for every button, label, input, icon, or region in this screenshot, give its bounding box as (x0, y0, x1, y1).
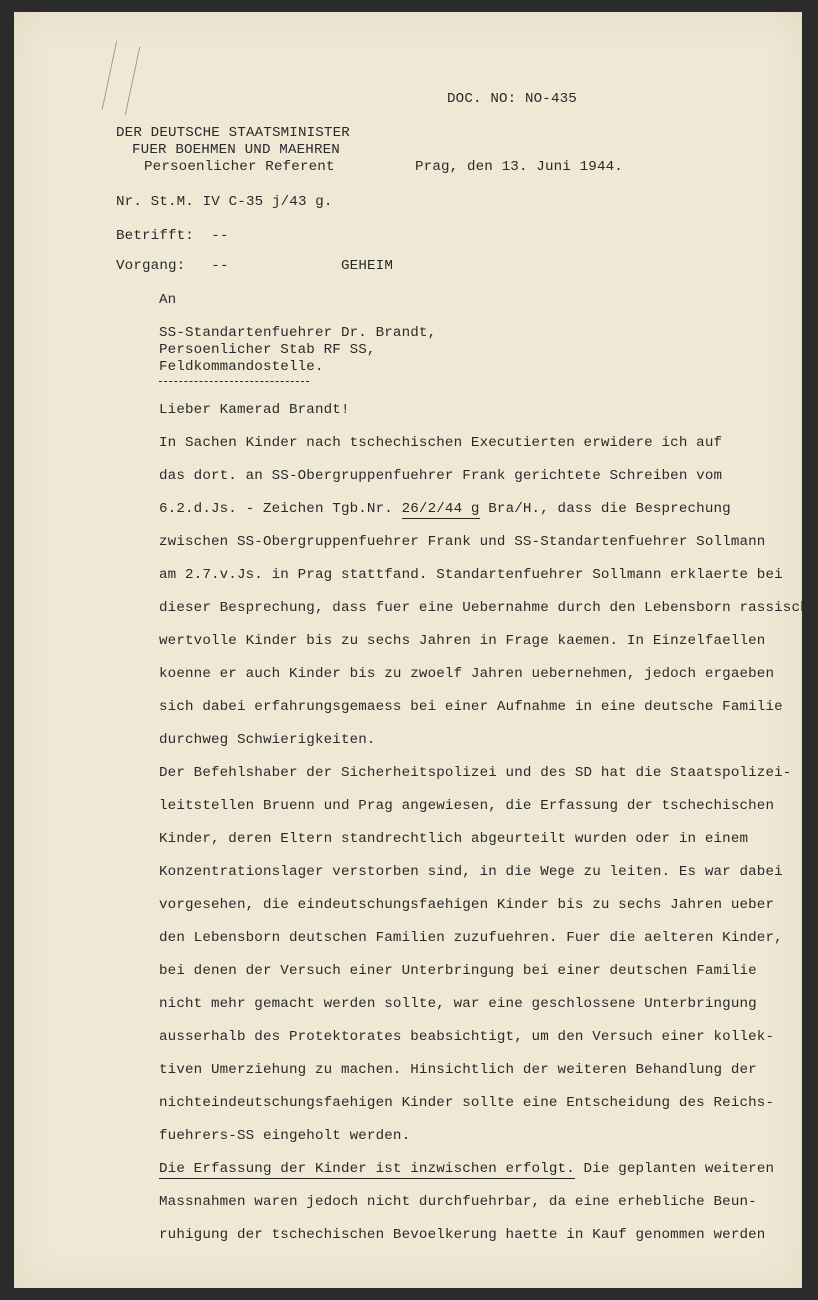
body-line: wertvolle Kinder bis zu sechs Jahren in Frage kaemen. In Einzelfaellen (159, 633, 766, 649)
body-line: koenne er auch Kinder bis zu zwoelf Jahren uebernehmen, jedoch ergaeben (159, 666, 775, 682)
addressee-label: An (159, 292, 177, 308)
reference-line: Vorgang: -- (116, 258, 229, 274)
sender-line-2: FUER BOEHMEN UND MAEHREN (132, 142, 340, 158)
body-line: durchweg Schwierigkeiten. (159, 732, 376, 748)
body-line: das dort. an SS-Obergruppenfuehrer Frank gerichtete Schreiben vom (159, 468, 723, 484)
body-line: fuehrers-SS eingeholt werden. (159, 1128, 411, 1144)
body-line: ruhigung der tschechischen Bevoelkerung haette in Kauf genommen werden (159, 1227, 766, 1243)
address-separator (159, 381, 309, 382)
body-line: Kinder, deren Eltern standrechtlich abgeurteilt wurden oder in einem (159, 831, 749, 847)
body-line: nichteindeutschungsfaehigen Kinder sollte eine Entscheidung des Reichs- (159, 1095, 775, 1111)
body-line: leitstellen Bruenn und Prag angewiesen, die Erfassung der tschechischen (159, 798, 775, 814)
body-line: Die Erfassung der Kinder ist inzwischen erfolgt. Die geplanten weiteren (159, 1161, 775, 1177)
document-page (14, 12, 809, 1288)
body-line: Der Befehlshaber der Sicherheitspolizei und des SD hat die Staatspolizei- (159, 765, 792, 781)
body-line: dieser Besprechung, dass fuer eine Uebernahme durch den Lebensborn rassisch (159, 600, 809, 616)
underlined-statement: Die Erfassung der Kinder ist inzwischen erfolgt. (159, 1161, 575, 1177)
sender-line-3: Persoenlicher Referent (144, 159, 335, 175)
body-line: bei denen der Versuch einer Unterbringung bei einer deutschen Familie (159, 963, 757, 979)
body-line: am 2.7.v.Js. in Prag stattfand. Standartenfuehrer Sollmann erklaerte bei (159, 567, 783, 583)
body-line: sich dabei erfahrungsgemaess bei einer Aufnahme in eine deutsche Familie (159, 699, 783, 715)
classification-stamp: GEHEIM (341, 258, 393, 274)
subject-line: Betrifft: -- (116, 228, 229, 244)
place-date: Prag, den 13. Juni 1944. (415, 159, 623, 175)
body-line: zwischen SS-Obergruppenfuehrer Frank und SS-Standartenfuehrer Sollmann (159, 534, 766, 550)
sender-line-1: DER DEUTSCHE STAATSMINISTER (116, 125, 350, 141)
recipient-line-2: Persoenlicher Stab RF SS, (159, 342, 376, 358)
recipient-line-1: SS-Standartenfuehrer Dr. Brandt, (159, 325, 437, 341)
body-line: ausserhalb des Protektorates beabsichtigt, um den Versuch einer kollek- (159, 1029, 775, 1045)
body-line: den Lebensborn deutschen Familien zuzufuehren. Fuer die aelteren Kinder, (159, 930, 783, 946)
body-line: Massnahmen waren jedoch nicht durchfuehrbar, da eine erhebliche Beun- (159, 1194, 757, 1210)
pencil-mark (125, 47, 141, 116)
body-line: vorgesehen, die eindeutschungsfaehigen Kinder bis zu sechs Jahren ueber (159, 897, 775, 913)
underlined-file-number: 26/2/44 g (401, 501, 480, 517)
body-line: Konzentrationslager verstorben sind, in die Wege zu leiten. Es war dabei (159, 864, 783, 880)
pencil-mark (102, 41, 118, 110)
body-line: tiven Umerziehung zu machen. Hinsichtlich der weiteren Behandlung der (159, 1062, 757, 1078)
salutation: Lieber Kamerad Brandt! (159, 402, 350, 418)
body-line: In Sachen Kinder nach tschechischen Executierten erwidere ich auf (159, 435, 723, 451)
recipient-line-3: Feldkommandostelle. (159, 359, 324, 375)
reference-number: Nr. St.M. IV C-35 j/43 g. (116, 194, 333, 210)
body-line: nicht mehr gemacht werden sollte, war eine geschlossene Unterbringung (159, 996, 757, 1012)
body-line: 6.2.d.Js. - Zeichen Tgb.Nr. 26/2/44 g Bra/H., dass die Besprechung (159, 501, 731, 517)
document-number: DOC. NO: NO-435 (447, 91, 577, 107)
